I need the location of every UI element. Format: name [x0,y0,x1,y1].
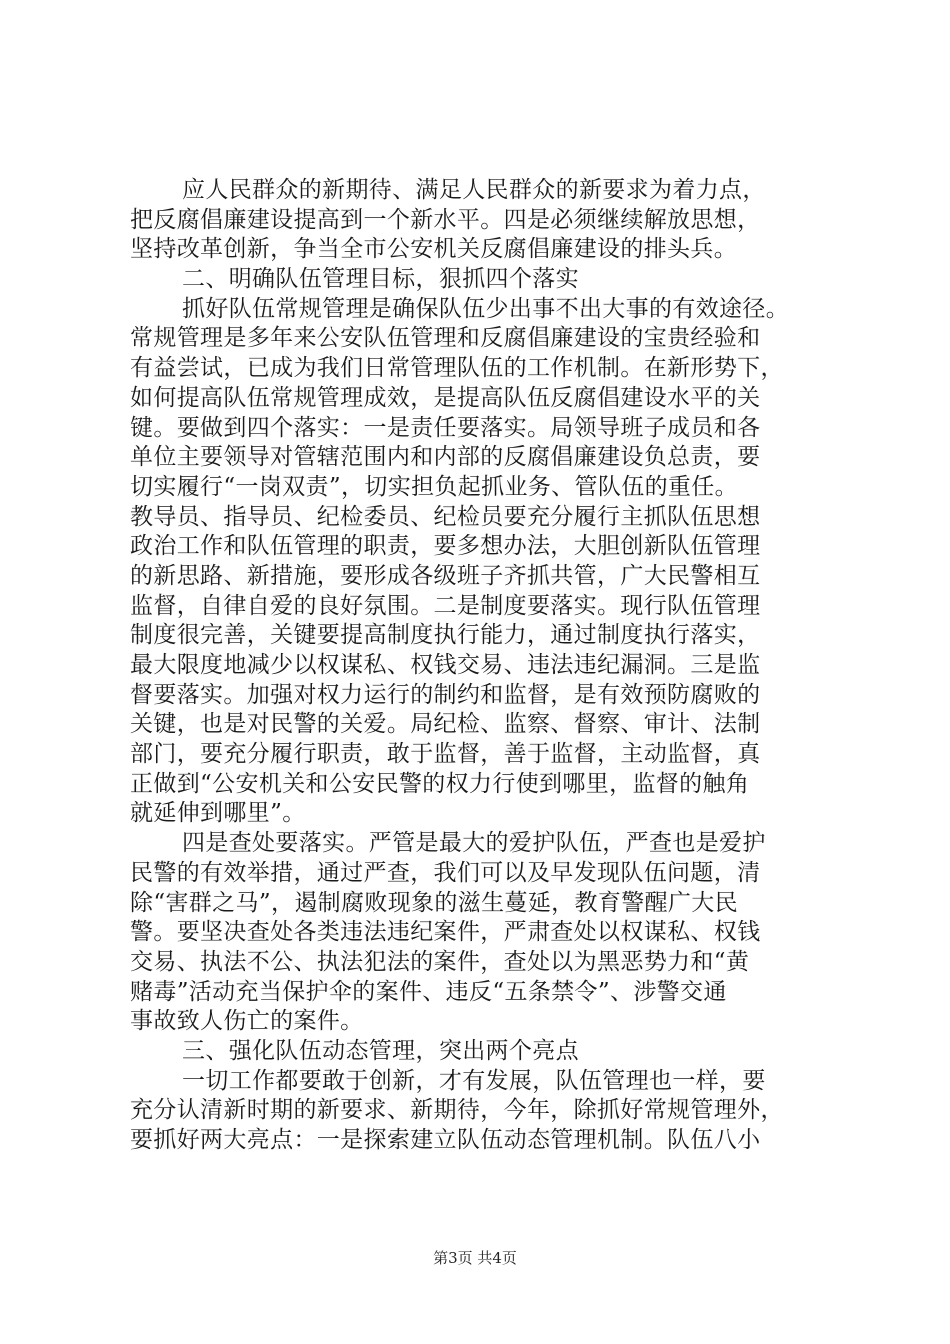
page-footer: 第3页 共4页 [433,1249,517,1267]
text-line: 赌毒”活动充当保护伞的案件、违反“五条禁令”、涉警交通 [130,978,727,1005]
text-line: 应人民群众的新期待、满足人民群众的新要求为着力点， [182,177,766,203]
text-line: 督要落实。加强对权力运行的制约和监督，是有效预防腐败的 [130,681,761,708]
text-line: 就延伸到哪里”。 [130,800,306,827]
text-line: 监督，自律自爱的良好氛围。二是制度要落实。现行队伍管理 [130,592,761,619]
document-body [130,176,850,1156]
text-line: 键。要做到四个落实：一是责任要落实。局领导班子成员和各 [130,414,761,441]
text-line: 的新思路、新措施，要形成各级班子齐抓共管，广大民警相互 [130,562,761,589]
text-line: 一切工作都要敢于创新，才有发展，队伍管理也一样，要 [182,1067,766,1094]
text-line: 有益尝试，已成为我们日常管理队伍的工作机制。在新形势下， [130,355,784,382]
text-line: 民警的有效举措，通过严查，我们可以及早发现队伍问题，清 [130,859,761,886]
text-line: 部门，要充分履行职责，敢于监督，善于监督，主动监督，真 [130,741,761,768]
text-line: 关键，也是对民警的关爱。局纪检、监察、督察、审计、法制 [130,711,761,738]
text-line: 警。要坚决查处各类违法违纪案件，严肃查处以权谋私、权钱 [130,919,761,946]
text-line: 除“害群之马”，遏制腐败现象的滋生蔓延，教育警醒广大民 [130,889,738,916]
text-line: 常规管理是多年来公安队伍管理和反腐倡廉建设的宝贵经验和 [130,325,761,352]
text-line: 单位主要领导对管辖范围内和内部的反腐倡廉建设负总责，要 [130,444,761,471]
text-line: 充分认清新时期的新要求、新期待，今年，除抓好常规管理外， [130,1097,784,1124]
text-line: 要抓好两大亮点：一是探索建立队伍动态管理机制。队伍八小 [130,1127,761,1153]
text-line: 把反腐倡廉建设提高到一个新水平。四是必须继续解放思想， [130,206,761,233]
text-line: 政治工作和队伍管理的职责，要多想办法，大胆创新队伍管理 [130,533,761,560]
text-line: 抓好队伍常规管理是确保队伍少出事不出大事的有效途径。 [182,295,790,322]
text-line: 制度很完善，关键要提高制度执行能力，通过制度执行落实， [130,622,761,649]
text-line: 最大限度地减少以权谋私、权钱交易、违法违纪漏洞。三是监 [130,652,761,678]
text-line: 正做到“公安机关和公安民警的权力行使到哪里，监督的触角 [130,770,750,797]
text-line: 坚持改革创新，争当全市公安机关反腐倡廉建设的排头兵。 [130,236,738,263]
text-line: 如何提高队伍常规管理成效，是提高队伍反腐倡建设水平的关 [130,384,761,411]
text-line: 事故致人伤亡的案件。 [130,1008,364,1035]
text-line: 交易、执法不公、执法犯法的案件，查处以为黑恶势力和“黄 [130,948,750,975]
text-line: 切实履行“一岗双责”，切实担负起抓业务、管队伍的重任。 [130,473,738,500]
text-line: 二、明确队伍管理目标，狠抓四个落实 [182,266,579,293]
text-line: 教导员、指导员、纪检委员、纪检员要充分履行主抓队伍思想 [130,503,761,530]
text-line: 三、强化队伍动态管理，突出两个亮点 [182,1037,579,1064]
text-line: 四是查处要落实。严管是最大的爱护队伍，严查也是爱护 [182,830,766,857]
